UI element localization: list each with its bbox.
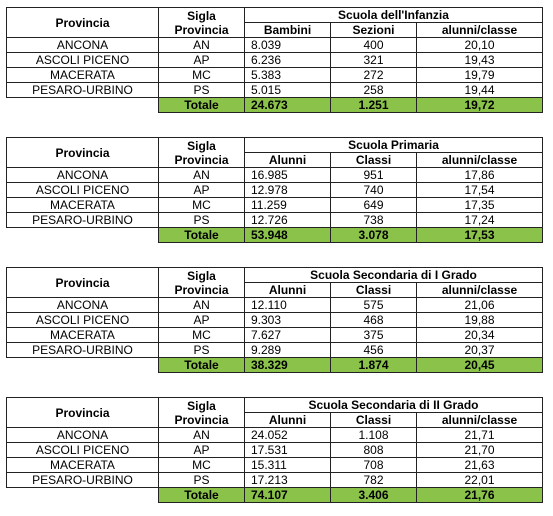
value-cell-1: 9.289 <box>245 343 331 358</box>
total-row <box>7 228 543 243</box>
sigla-cell: AN <box>159 168 245 183</box>
sigla-cell: MC <box>159 458 245 473</box>
value-cell-1: 17.213 <box>245 473 331 488</box>
value-cell-3: 19,44 <box>417 83 543 98</box>
sigla-header <box>159 268 245 298</box>
value-cell-1: 5.015 <box>245 83 331 98</box>
value-cell-3: 17,35 <box>417 198 543 213</box>
column-header-col2: Classi <box>331 283 417 298</box>
sigla-cell: AN <box>159 298 245 313</box>
sigla-cell: AP <box>159 183 245 198</box>
table-row <box>7 68 543 83</box>
column-header-col1: Alunni <box>245 283 331 298</box>
table-row <box>7 298 543 313</box>
total-row <box>7 98 543 113</box>
value-cell-1: 24.052 <box>245 428 331 443</box>
value-cell-1: 7.627 <box>245 328 331 343</box>
header-row <box>7 398 543 413</box>
value-cell-1: 12.978 <box>245 183 331 198</box>
value-cell-2: 708 <box>331 458 417 473</box>
total-row-blank <box>7 98 159 113</box>
column-header-col3: alunni/classe <box>417 283 543 298</box>
value-cell-1: 16.985 <box>245 168 331 183</box>
table-row <box>7 328 543 343</box>
value-cell-1: 5.383 <box>245 68 331 83</box>
table-row <box>7 83 543 98</box>
value-cell-2: 951 <box>331 168 417 183</box>
sigla-cell: AP <box>159 443 245 458</box>
value-cell-2: 649 <box>331 198 417 213</box>
total-value-1: 24.673 <box>245 98 331 113</box>
table-row <box>7 428 543 443</box>
value-cell-1: 8.039 <box>245 38 331 53</box>
sigla-header-line1: Sigla <box>187 268 216 283</box>
sigla-header-line2: Provincia <box>174 152 229 167</box>
provincia-cell: ANCONA <box>7 428 159 443</box>
table-row <box>7 458 543 473</box>
school-table <box>6 397 543 503</box>
value-cell-1: 15.311 <box>245 458 331 473</box>
table-row <box>7 213 543 228</box>
provincia-header: Provincia <box>7 398 159 428</box>
value-cell-3: 17,24 <box>417 213 543 228</box>
column-header-col1: Alunni <box>245 413 331 428</box>
value-cell-3: 19,88 <box>417 313 543 328</box>
total-label: Totale <box>159 488 245 503</box>
table-row <box>7 183 543 198</box>
table-row <box>7 313 543 328</box>
value-cell-3: 21,70 <box>417 443 543 458</box>
value-cell-2: 400 <box>331 38 417 53</box>
column-header-col1: Alunni <box>245 153 331 168</box>
table-row <box>7 38 543 53</box>
total-value-2: 3.406 <box>331 488 417 503</box>
value-cell-1: 17.531 <box>245 443 331 458</box>
provincia-cell: ANCONA <box>7 38 159 53</box>
sigla-header <box>159 8 245 38</box>
value-cell-1: 12.110 <box>245 298 331 313</box>
value-cell-3: 19,79 <box>417 68 543 83</box>
total-value-3: 21,76 <box>417 488 543 503</box>
total-row-blank <box>7 228 159 243</box>
sigla-header-line2: Provincia <box>174 412 229 427</box>
value-cell-2: 575 <box>331 298 417 313</box>
sigla-header-line1: Sigla <box>187 138 216 153</box>
total-label: Totale <box>159 358 245 373</box>
provincia-cell: PESARO-URBINO <box>7 83 159 98</box>
header-row <box>7 8 543 23</box>
sigla-header-line2: Provincia <box>174 22 229 37</box>
school-level-title: Scuola dell'Infanzia <box>245 8 543 23</box>
sigla-header <box>159 138 245 168</box>
value-cell-2: 782 <box>331 473 417 488</box>
provincia-header: Provincia <box>7 8 159 38</box>
value-cell-2: 468 <box>331 313 417 328</box>
value-cell-1: 12.726 <box>245 213 331 228</box>
provincia-cell: MACERATA <box>7 328 159 343</box>
sigla-cell: PS <box>159 473 245 488</box>
value-cell-3: 20,10 <box>417 38 543 53</box>
school-table <box>6 7 543 113</box>
sigla-header-line1: Sigla <box>187 8 216 23</box>
sigla-cell: AN <box>159 38 245 53</box>
table-row <box>7 473 543 488</box>
column-header-col2: Sezioni <box>331 23 417 38</box>
value-cell-2: 321 <box>331 53 417 68</box>
value-cell-2: 808 <box>331 443 417 458</box>
value-cell-3: 21,71 <box>417 428 543 443</box>
provincia-cell: MACERATA <box>7 198 159 213</box>
value-cell-3: 22,01 <box>417 473 543 488</box>
provincia-cell: MACERATA <box>7 68 159 83</box>
value-cell-2: 1.108 <box>331 428 417 443</box>
total-value-2: 3.078 <box>331 228 417 243</box>
total-label: Totale <box>159 98 245 113</box>
header-row <box>7 138 543 153</box>
sigla-header <box>159 398 245 428</box>
provincia-cell: PESARO-URBINO <box>7 343 159 358</box>
column-header-col2: Classi <box>331 413 417 428</box>
value-cell-3: 19,43 <box>417 53 543 68</box>
school-table <box>6 137 543 243</box>
school-level-title: Scuola Secondaria di I Grado <box>245 268 543 283</box>
header-row <box>7 268 543 283</box>
provincia-cell: PESARO-URBINO <box>7 213 159 228</box>
table-row <box>7 168 543 183</box>
sigla-header-line1: Sigla <box>187 398 216 413</box>
provincia-cell: ASCOLI PICENO <box>7 313 159 328</box>
value-cell-2: 258 <box>331 83 417 98</box>
provincia-cell: PESARO-URBINO <box>7 473 159 488</box>
value-cell-3: 17,86 <box>417 168 543 183</box>
sigla-cell: PS <box>159 83 245 98</box>
value-cell-3: 21,63 <box>417 458 543 473</box>
provincia-cell: MACERATA <box>7 458 159 473</box>
column-header-col3: alunni/classe <box>417 153 543 168</box>
total-value-3: 19,72 <box>417 98 543 113</box>
provincia-cell: ASCOLI PICENO <box>7 443 159 458</box>
sigla-cell: AP <box>159 313 245 328</box>
column-header-col3: alunni/classe <box>417 413 543 428</box>
provincia-cell: ASCOLI PICENO <box>7 183 159 198</box>
column-header-col3: alunni/classe <box>417 23 543 38</box>
total-value-1: 74.107 <box>245 488 331 503</box>
table-row <box>7 198 543 213</box>
total-value-1: 38.329 <box>245 358 331 373</box>
total-label: Totale <box>159 228 245 243</box>
school-level-title: Scuola Secondaria di II Grado <box>245 398 543 413</box>
value-cell-1: 11.259 <box>245 198 331 213</box>
sigla-cell: MC <box>159 328 245 343</box>
value-cell-2: 740 <box>331 183 417 198</box>
total-value-3: 20,45 <box>417 358 543 373</box>
sigla-header-line2: Provincia <box>174 282 229 297</box>
value-cell-2: 272 <box>331 68 417 83</box>
value-cell-1: 9.303 <box>245 313 331 328</box>
total-value-2: 1.251 <box>331 98 417 113</box>
total-value-1: 53.948 <box>245 228 331 243</box>
total-row-blank <box>7 488 159 503</box>
provincia-cell: ANCONA <box>7 298 159 313</box>
value-cell-2: 456 <box>331 343 417 358</box>
column-header-col1: Bambini <box>245 23 331 38</box>
provincia-header: Provincia <box>7 268 159 298</box>
total-row <box>7 358 543 373</box>
total-row <box>7 488 543 503</box>
column-header-col2: Classi <box>331 153 417 168</box>
total-row-blank <box>7 358 159 373</box>
table-row <box>7 343 543 358</box>
total-value-2: 1.874 <box>331 358 417 373</box>
table-row <box>7 443 543 458</box>
school-level-title: Scuola Primaria <box>245 138 543 153</box>
sigla-cell: MC <box>159 68 245 83</box>
provincia-cell: ANCONA <box>7 168 159 183</box>
value-cell-3: 17,54 <box>417 183 543 198</box>
value-cell-3: 20,37 <box>417 343 543 358</box>
sigla-cell: PS <box>159 343 245 358</box>
provincia-header: Provincia <box>7 138 159 168</box>
sigla-cell: AP <box>159 53 245 68</box>
table-row <box>7 53 543 68</box>
value-cell-2: 375 <box>331 328 417 343</box>
school-table <box>6 267 543 373</box>
provincia-cell: ASCOLI PICENO <box>7 53 159 68</box>
value-cell-3: 21,06 <box>417 298 543 313</box>
value-cell-2: 738 <box>331 213 417 228</box>
sigla-cell: AN <box>159 428 245 443</box>
total-value-3: 17,53 <box>417 228 543 243</box>
value-cell-1: 6.236 <box>245 53 331 68</box>
sigla-cell: MC <box>159 198 245 213</box>
sigla-cell: PS <box>159 213 245 228</box>
value-cell-3: 20,34 <box>417 328 543 343</box>
